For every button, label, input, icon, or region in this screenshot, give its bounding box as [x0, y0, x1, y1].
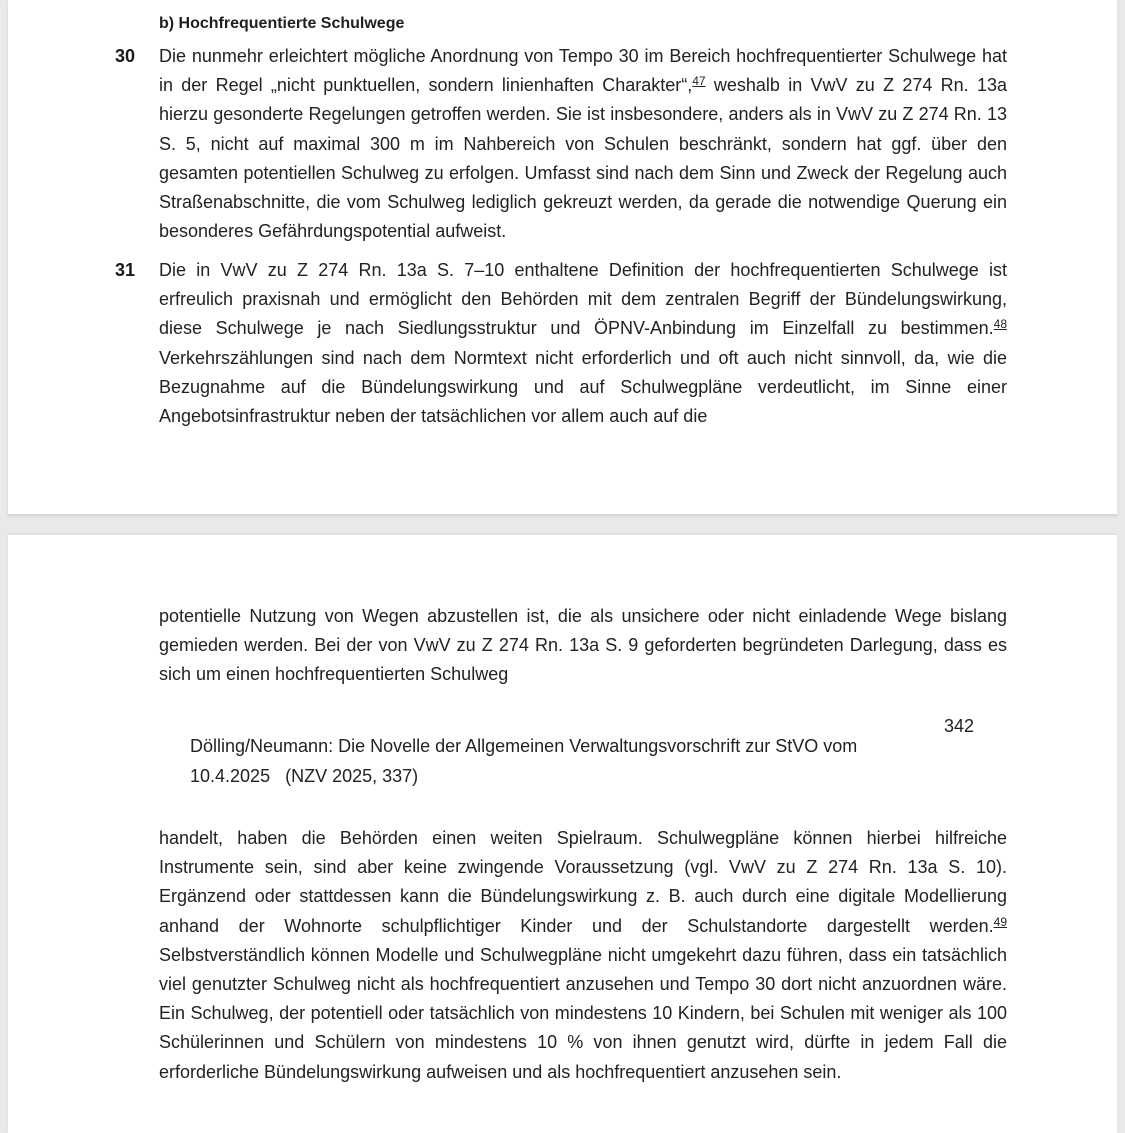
citation-line: 10.4.2025 (NZV 2025, 337) — [190, 765, 419, 786]
paragraph-text: Die in VwV zu Z 274 Rn. 13a S. 7–10 enthaltene Definition der hochfrequentierten Schulwege ist erfreulich praxisnah und ermöglicht den Behörden mit dem zentralen Begriff der Bündelungswirkung, diese Schulwege je nach Siedlungsstruktur und ÖPNV-Anbindung im Einzelfall zu bestimmen. — [159, 260, 1007, 339]
paragraph-number: 30 — [115, 46, 136, 66]
paragraph-continuation: potentielle Nutzung von Wegen abzustellen ist, die als unsichere oder nicht einladende Wege bislang gemieden werden. Bei der von VwV zu Z 274 Rn. 13a S. 9 geforderten begründeten Darlegung, dass es sich um einen hochfrequentierten Schulweg — [159, 606, 1007, 685]
paragraph-30 — [115, 42, 1007, 246]
paragraph-final — [159, 824, 1007, 1087]
document-page-top — [8, 0, 1117, 514]
page-number: 342 — [944, 716, 975, 736]
paragraph-text: handelt, haben die Behörden einen weiten Spielraum. Schulwegpläne können hierbei hilfreiche Instrumente sein, sind aber keine zwingende Voraussetzung (vgl. VwV zu Z 274 Rn. 13a S. 10). Ergänzend oder stattdessen kann die Bündelungswirkung z. B. auch durch eine digitale Modellierung anhand der Wohnorte schulpflichtiger Kinder und der Schulstandorte dargestellt werden. — [159, 828, 1007, 936]
paragraph-number: 31 — [115, 260, 136, 280]
footnote-link-48[interactable]: 48 — [993, 317, 1007, 332]
citation-line: Dölling/Neumann: Die Novelle der Allgemeinen Verwaltungsvorschrift zur StVO vom — [190, 736, 858, 756]
document-page-bottom — [8, 535, 1117, 1133]
footnote-link-47[interactable]: 47 — [692, 74, 706, 89]
paragraph-31 — [115, 256, 1007, 431]
footnote-link-49[interactable]: 49 — [993, 914, 1007, 929]
citation-footer — [190, 732, 950, 791]
paragraph-text: Die nunmehr erleichtert mögliche Anordnung von Tempo 30 im Bereich hochfrequentierter Schulwege hat in der Regel „nicht punktuellen, sondern linienhaften Charakter“, — [159, 46, 1007, 96]
paragraph-text-continued: Verkehrszählungen sind nach dem Normtext nicht erforderlich und oft auch nicht sinnvoll, da, wie die Bezugnahme auf die Bündelungswirkung und auf Schulwegpläne verdeutlicht, im Sinne einer Angebotsinfrastruktur neben der tatsächlichen vor allem auch auf die — [159, 347, 1007, 427]
paragraph-text-continued: Selbstverständlich können Modelle und Schulwegpläne nicht umgekehrt dazu führen, dass ein tatsächlich viel genutzter Schulweg nicht als hochfrequentiert anzusehen und Tempo 30 dort nicht anzuordnen wäre. Ein Schulweg, der potentiell oder tatsächlich von mindestens 10 Kindern, bei Schulen mit weniger als 100 Schülerinnen und Schülern von mindestens 10 % von ihnen genutzt wird, dürfte in jedem Fall die erforderliche Bündelungswirkung aufweisen und als hochfrequentiert anzusehen sein. — [159, 944, 1007, 1082]
paragraph-text-continued: weshalb in VwV zu Z 274 Rn. 13a hierzu gesonderte Regelungen getroffen werden. Sie ist insbesondere, anders als in VwV zu Z 274 Rn. 13 S. 5, nicht auf maximal 300 m im Nahbereich von Schulen beschränkt, sondern hat ggf. über den gesamten potentiellen Schulweg zu erfolgen. Umfasst sind nach dem Sinn und Zweck der Regelung auch Straßenabschnitte, die vom Schulweg lediglich gekreuzt werden, da gerade die notwendige Querung ein besonderes Gefährdungspotential aufweist. — [159, 75, 1007, 242]
section-heading: b) Hochfrequentierte Schulwege — [159, 15, 405, 32]
